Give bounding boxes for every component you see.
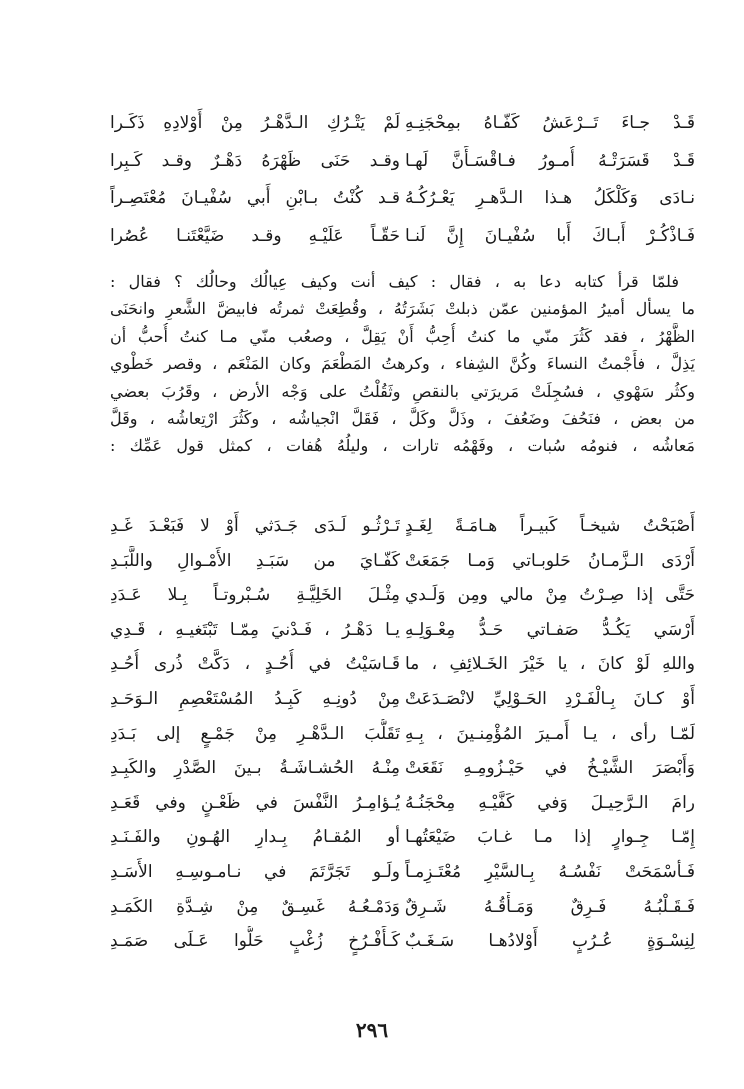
verse-second-hemistich: مِثْـلَ الخَلِيَّـةِ سُـبْروتـاً بِـلا عَـدَدِ xyxy=(110,585,400,606)
verse-second-hemistich: وَدَمْـعُـهُ غَسِـقٌ مِنْ شِـدَّةِ الكَمَـدِ xyxy=(110,896,400,917)
verse-line xyxy=(110,511,695,546)
verse-first-hemistich: أَوْ كـانَ بِـالْفَـرْدِ الحَـوْلِيِّ لانْصَـدَعَتْ xyxy=(405,688,695,709)
verse-line xyxy=(110,146,695,184)
verse-line xyxy=(110,719,695,754)
verse-second-hemistich: تَـرْثُـو لَـدَى جَـدَثي أَوْ لا فَبَعْـدَ غَـدِ xyxy=(110,516,400,536)
poem-top xyxy=(110,108,695,258)
verse-second-hemistich: مِنْ دُونِـهِ كَبِـدُ المُسْتَعْصِمِ الـوَحَـدِ xyxy=(110,688,400,709)
verse-line xyxy=(110,753,695,788)
verse-first-hemistich: أَرْسَي يَكُـدُّ صَفـاتي حَـدُّ مِعْـوَلِـهِ xyxy=(405,619,695,640)
verse-second-hemistich: حَقّـاً عَلَيْـهِ وقـد ضَيَّعْتَنـا عُصُرا xyxy=(110,225,400,246)
verse-line xyxy=(110,221,695,259)
prose-line: مَعاشُه ، فنومُه سُبات ، وفَهْمُه تارات ، وليلُهُ هُفات ، كمثل قول عَمِّك : xyxy=(110,436,695,456)
prose-line: الظَّهْرُ ، فقد كَثُرَ منّي ما كنتُ أُحِبُّ أَنْ يَقِلَّ ، وصعُب منّي مـا كنتُ أُحبُّ أن xyxy=(110,326,695,346)
verse-second-hemistich: مِنْـهُ الحُشـاشَـةُ بـينَ الصَّدْرِ والكَبِـدِ xyxy=(110,758,400,779)
verse-first-hemistich: لِنِسْـوَةٍ عُـرُبٍ أَوْلادُهـا سَـغَـبٌ xyxy=(405,931,695,952)
verse-line xyxy=(110,926,695,961)
verse-second-hemistich: يـا دَهْـرُ ، فَـدْنيَ مِمّـا تَبْتَغيـهِ ، قَـدِي xyxy=(110,619,400,640)
verse-first-hemistich: قَـدْ جـاءَ تَــرْعَشُ كَفّـاهُ بمِحْجَنِـهِ xyxy=(405,113,695,133)
verse-first-hemistich: إِمّـا جِـوارٍ إذا مـا غـابَ ضَيْعَتُهـا xyxy=(405,827,695,848)
verse-line xyxy=(110,857,695,892)
verse-line xyxy=(110,546,695,581)
verse-first-hemistich: أَرْدَى الـزَّمـانُ حَلوبـاتي وَمـا جَمَعَتْ xyxy=(405,550,695,571)
prose-line: ما يسأل أميرُ المؤمنين عمّن ذبلتْ بَشَرَتُهُ ، وقُطِعَتْ ثمرتُه فابيضَّ الشَّعرِ وانحَنَى xyxy=(110,299,695,319)
verse-line xyxy=(110,822,695,857)
verse-line xyxy=(110,788,695,823)
verse-second-hemistich: قـد كُنْتُ بـابْنِ أَبي سُفْيـانَ مُعْتَصِـراً xyxy=(110,188,400,208)
verse-second-hemistich: كَفّـايَ من سَبَـدِ الأَمْـوالِ واللَّبَـدِ xyxy=(110,550,400,571)
page-number: ٢٩٦ xyxy=(355,1018,389,1042)
verse-second-hemistich: كَـأَفْـرُخٍ زُغْبٍ حَلُّوا عَـلَى صَمَـدِ xyxy=(110,931,400,952)
poem-bottom xyxy=(110,511,695,961)
verse-line xyxy=(110,684,695,719)
verse-first-hemistich: قَـدْ قَسَرَتْـهُ أُمـورُ فـاقْسَـأَنَّ لَهـا xyxy=(405,150,695,171)
verse-first-hemistich: نـادَى وَكَلْكَلُ هـذا الـدَّهـرِ يَعْـرُكُـهُ xyxy=(405,188,695,208)
prose-line: فلمّا قرأ كتابه دعا به ، فقال : كيف أنت وكيف عِيالُك وحالُك ؟ فقال : xyxy=(110,272,679,291)
verse-line xyxy=(110,892,695,927)
verse-second-hemistich: ولَـو تَجَرَّتَمَ في نـامـوسِـهِ الأَسَـدِ xyxy=(110,861,400,882)
verse-second-hemistich: لَمْ يَتْـرُكِ الـدَّهْـرُ مِنْ أَوْلادِهِ ذَكَـرا xyxy=(110,113,400,133)
verse-line xyxy=(110,183,695,221)
verse-second-hemistich: تَقَلُّبَ الـدَّهْـرِ مِنْ جَمْـعٍ إلى بَـدَدِ xyxy=(110,723,400,744)
prose-line: يَذِلَّ ، فأَجْمتُ النساءَ وكُنَّ الشِفاء ، وكرهتُ المَطْعَمَ وكان المَنْعَم ، وقصر خَطْوي xyxy=(110,354,695,374)
verse-second-hemistich: وقـد حَنَى ظَهْرَهُ دَهْـرٌ وقـد كَـبِرا xyxy=(110,150,400,171)
verse-line xyxy=(110,615,695,650)
verse-line xyxy=(110,580,695,615)
verse-first-hemistich: فَـقَـلْبُـهُ فَـرِقٌ وَمَـأْقُـهُ شَـرِقٌ xyxy=(405,896,695,917)
prose-paragraph xyxy=(110,268,695,460)
verse-first-hemistich: فَـاذْكُـرْ أَبـاكَ أَبا سُفْيـانَ إِنَّ لَنـا xyxy=(405,225,695,246)
verse-first-hemistich: رامَ الـرَّحِيـلَ وَفي كَفَّيْـهِ مِحْجَنُـهُ xyxy=(405,792,695,813)
verse-line xyxy=(110,649,695,684)
verse-line xyxy=(110,108,695,146)
verse-first-hemistich: فَـأسْمَحَتْ نَفْسُـهُ بِـالسَّيْرِ مُعْتَـزِمـاً xyxy=(405,861,695,882)
prose-line: وكثُر سَهْوي ، فسُجِلَتْ مَريرَتي بالنقصِ وثَقُلْتُ على وَجْه الأرض ، وقَرُبَ بعضي xyxy=(110,381,695,401)
verse-second-hemistich: أو المُقـامُ بِـدارِ الهُـونِ والفَـنَـدِ xyxy=(110,827,400,848)
verse-first-hemistich: حَتَّى إذا صِـرْتُ مِنْ مالي ومِن وَلَـدي xyxy=(405,585,695,606)
verse-second-hemistich: قَـاسَيْتُ في أُحُـدٍ ، دَكَّتْ ذُرى أُحُـدِ xyxy=(110,654,400,675)
verse-first-hemistich: واللهِ لَوْ كانَ ، يا خَيْرَ الخَـلائِفِ ، ما xyxy=(405,654,695,675)
verse-second-hemistich: يُـؤامِـرُ النَّفْسَ في ظَعْـنٍ وفي قَعَـدِ xyxy=(110,792,400,813)
verse-first-hemistich: أَصْبَحْتُ شيخـاً كَبيـراً هـامَـةً لِغَـدٍ xyxy=(405,516,695,536)
verse-first-hemistich: وَأَبْصَرَ الشَّيْـخُ في حَيْـزُومِـهِ نَقَعَتْ xyxy=(405,758,695,779)
prose-line: من بعض ، فنَحُفَ وضَعُفَ ، وذَلَّ وكَلَّ ، فَقَلَّ انْجياشُه ، وكَثُرَ ارْتِعاشُه ، وقَلَّ xyxy=(110,408,695,428)
verse-first-hemistich: لَمّـا رأى ، يـا أَمـيرَ المُؤْمِنـينَ ، بِـهِ xyxy=(405,723,695,744)
